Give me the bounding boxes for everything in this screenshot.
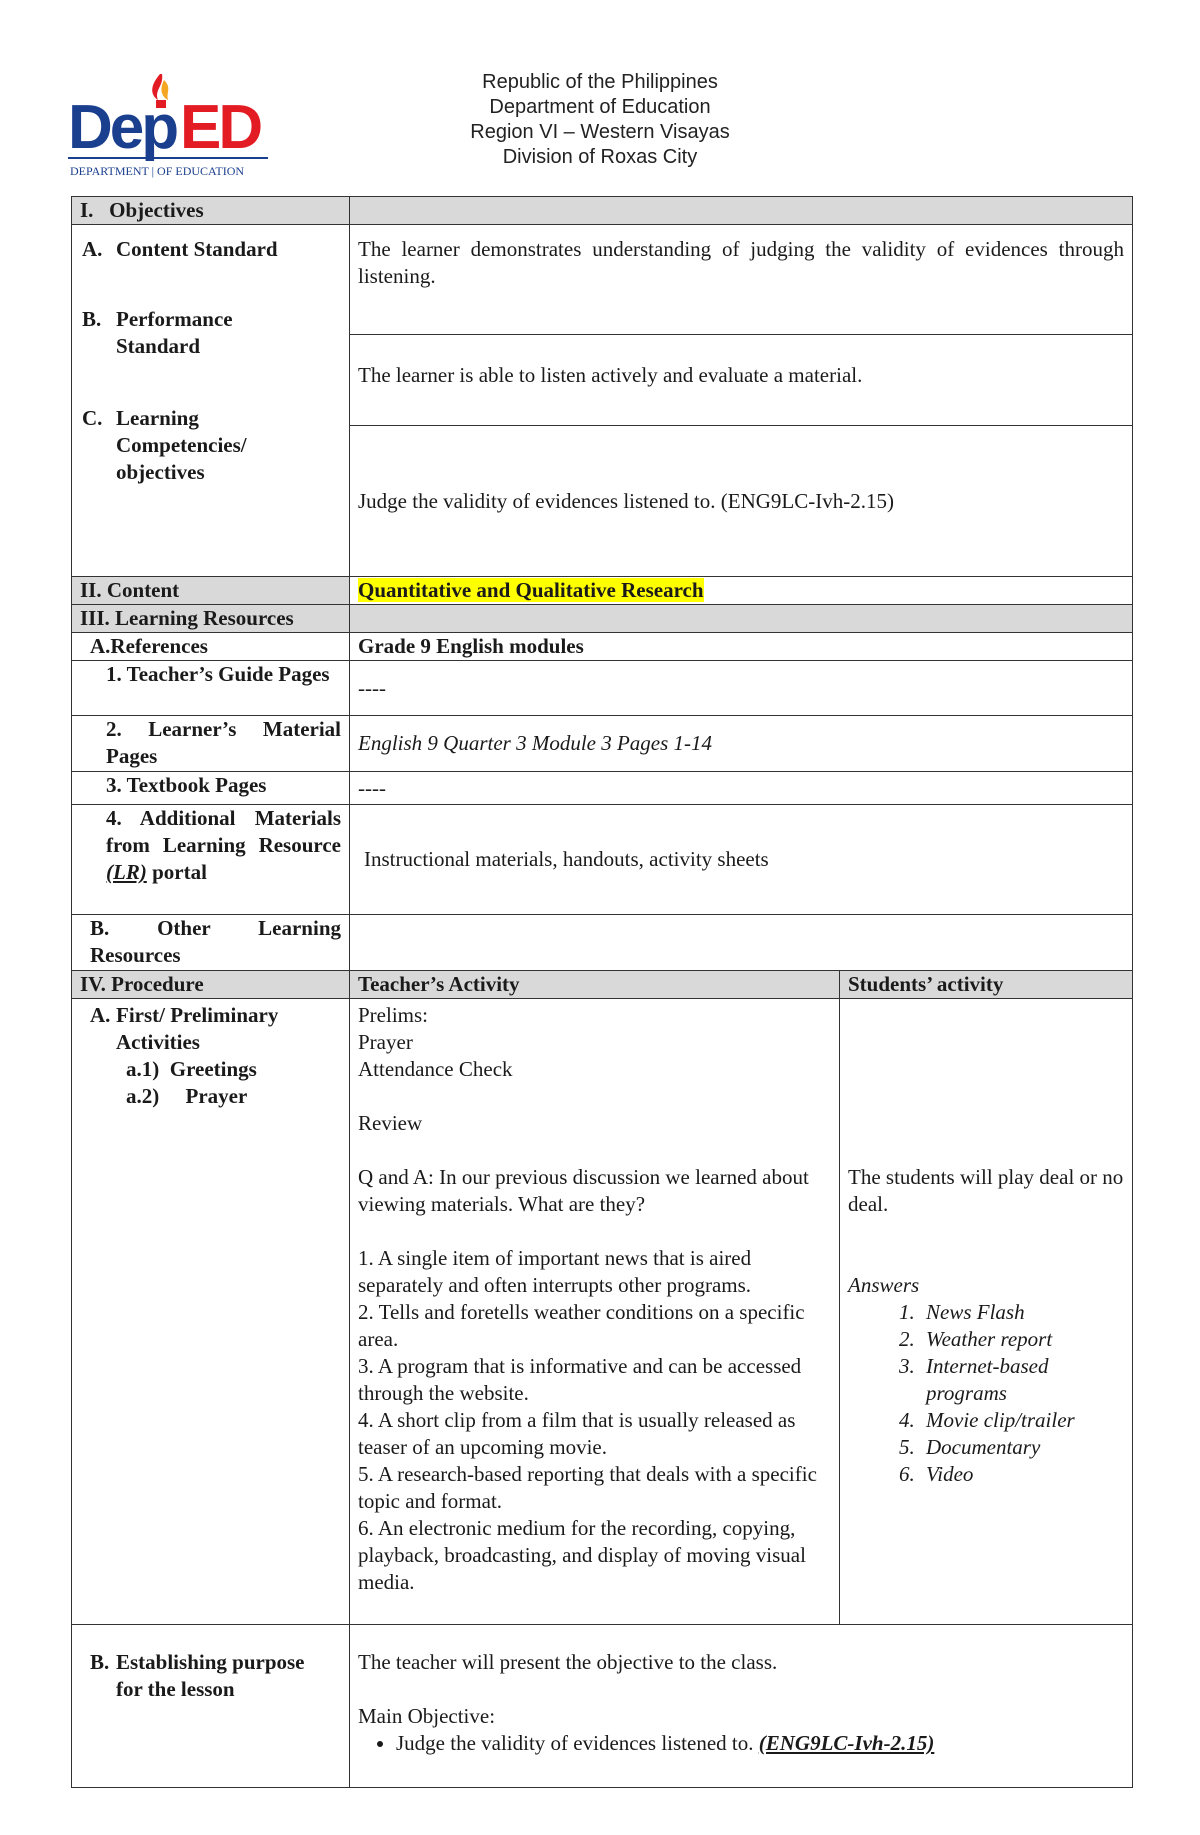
content-standard-value: The learner demonstrates understanding of judging the validity of evidences through listening. xyxy=(350,225,1133,335)
lr-abbreviation: (LR) xyxy=(106,860,147,884)
content-standard-label: Content Standard xyxy=(116,237,278,261)
answer-item: 5. Documentary xyxy=(920,1434,1124,1461)
preliminary-teacher-cell xyxy=(350,999,840,1625)
establishing-purpose-row xyxy=(72,1625,1133,1788)
competency-label: Learning Competencies/ objectives xyxy=(116,406,247,484)
additional-materials-text: 4. Additional Materials from Learning Resource xyxy=(106,806,341,857)
purpose-letter: B. xyxy=(90,1650,110,1674)
performance-letter: B. xyxy=(82,307,102,331)
content-value: Quantitative and Qualitative Research xyxy=(358,578,704,602)
performance-label: Performance Standard xyxy=(116,307,233,358)
purpose-line: The teacher will present the objective to the class. xyxy=(358,1650,778,1674)
objective-code: (ENG9LC-Ivh-2.15) xyxy=(758,1731,935,1755)
textbook-label: 3. Textbook Pages xyxy=(72,772,350,805)
portal-word: portal xyxy=(152,860,207,884)
review-item: 6. An electronic medium for the recording, copying, playback, broadcasting, and display of moving visual media. xyxy=(358,1516,806,1594)
content-title: II. Content xyxy=(72,577,350,605)
references-value: Grade 9 English modules xyxy=(350,633,1133,661)
review-item: 1. A single item of important news that is aired separately and often interrupts other programs. xyxy=(358,1246,752,1297)
qa-text: Q and A: In our previous discussion we learned about viewing materials. What are they? xyxy=(358,1165,809,1216)
purpose-content-cell xyxy=(350,1625,1133,1788)
performance-value: The learner is able to listen actively and evaluate a material. xyxy=(350,335,1133,426)
references-label: A.References xyxy=(72,633,350,661)
review-item: 3. A program that is informative and can be accessed through the website. xyxy=(358,1354,802,1405)
objective-item: • Judge the validity of evidences listened to. (ENG9LC-Ivh-2.15) xyxy=(396,1730,1124,1757)
content-row xyxy=(72,577,1133,605)
answer-item: 2. Weather report xyxy=(920,1326,1124,1353)
competency-value: Judge the validity of evidences listened to. (ENG9LC-Ivh-2.15) xyxy=(350,426,1133,577)
objectives-header-row xyxy=(72,197,1133,225)
header-line: Region VI – Western Visayas xyxy=(470,121,730,143)
answers-list xyxy=(848,1299,1124,1488)
review-item: 4. A short clip from a film that is usually released as teaser of an upcoming movie. xyxy=(358,1408,796,1459)
procedure-header-row xyxy=(72,971,1133,999)
references-row xyxy=(72,633,1133,661)
objective-list xyxy=(358,1730,1124,1757)
additional-materials-row xyxy=(72,805,1133,915)
prayer-line: Prayer xyxy=(358,1030,413,1054)
header-address xyxy=(330,70,870,170)
header-line: Republic of the Philippines xyxy=(482,71,718,93)
textbook-value: ---- xyxy=(350,772,1133,805)
student-game-text: The students will play deal or no deal. xyxy=(848,1165,1124,1216)
header-line: Division of Roxas City xyxy=(502,146,698,168)
review-line: Review xyxy=(358,1111,423,1135)
other-resources-label: B. Other Learning Resources xyxy=(72,915,350,971)
answer-item: 3. Internet-based programs xyxy=(920,1353,1124,1407)
competency-letter: C. xyxy=(82,406,103,430)
resources-title: III. Learning Resources xyxy=(72,605,350,633)
review-item: 2. Tells and foretells weather conditions on a specific area. xyxy=(358,1300,805,1351)
lesson-plan-table xyxy=(71,196,1133,1788)
review-item: 5. A research-based reporting that deals with a specific topic and format. xyxy=(358,1462,817,1513)
learner-material-value: English 9 Quarter 3 Module 3 Pages 1-14 xyxy=(350,716,1133,772)
preliminary-student-cell xyxy=(840,999,1133,1625)
content-standard-letter: A. xyxy=(82,237,103,261)
learner-material-label: 2. Learner’s Material Pages xyxy=(72,716,350,772)
preliminary-label-cell xyxy=(72,999,350,1625)
svg-text:ED: ED xyxy=(180,93,261,162)
procedure-title: IV. Procedure xyxy=(72,971,350,999)
objectives-labels xyxy=(72,225,350,577)
additional-materials-label xyxy=(72,805,350,915)
other-resources-row xyxy=(72,915,1133,971)
answer-item: 6. Video xyxy=(920,1461,1124,1488)
teacher-guide-value: ---- xyxy=(350,661,1133,716)
answer-item: 4. Movie clip/trailer xyxy=(920,1407,1124,1434)
attendance-line: Attendance Check xyxy=(358,1057,513,1081)
content-standard-row xyxy=(72,225,1133,335)
logo-subtext: DEPARTMENT | OF EDUCATION xyxy=(70,164,245,178)
deped-logo xyxy=(68,70,278,190)
preliminary-activities-row xyxy=(72,999,1133,1625)
document-header xyxy=(0,0,1200,196)
prelims-line: Prelims: xyxy=(358,1003,429,1027)
objectives-title: I. Objectives xyxy=(72,197,350,225)
student-activity-header: Students’ activity xyxy=(840,971,1133,999)
preliminary-letter: A. xyxy=(90,1003,111,1027)
teacher-guide-label: 1. Teacher’s Guide Pages xyxy=(72,661,350,716)
prayer-label: a.2) Prayer xyxy=(126,1084,248,1108)
purpose-title: Establishing purpose for the lesson xyxy=(116,1650,305,1701)
additional-materials-value: Instructional materials, handouts, activity sheets xyxy=(350,805,1133,915)
greetings-label: a.1) Greetings xyxy=(126,1057,257,1081)
learner-material-row xyxy=(72,716,1133,772)
logo-text: Dep xyxy=(68,93,177,162)
teacher-guide-row xyxy=(72,661,1133,716)
answer-item: 1. News Flash xyxy=(920,1299,1124,1326)
resources-header-row xyxy=(72,605,1133,633)
textbook-row xyxy=(72,772,1133,805)
main-objective-label: Main Objective: xyxy=(358,1704,496,1728)
teacher-activity-header: Teacher’s Activity xyxy=(350,971,840,999)
purpose-label-cell xyxy=(72,1625,350,1788)
answers-title: Answers xyxy=(848,1273,920,1297)
header-line: Department of Education xyxy=(489,96,711,118)
preliminary-title: First/ Preliminary Activities xyxy=(116,1003,279,1054)
